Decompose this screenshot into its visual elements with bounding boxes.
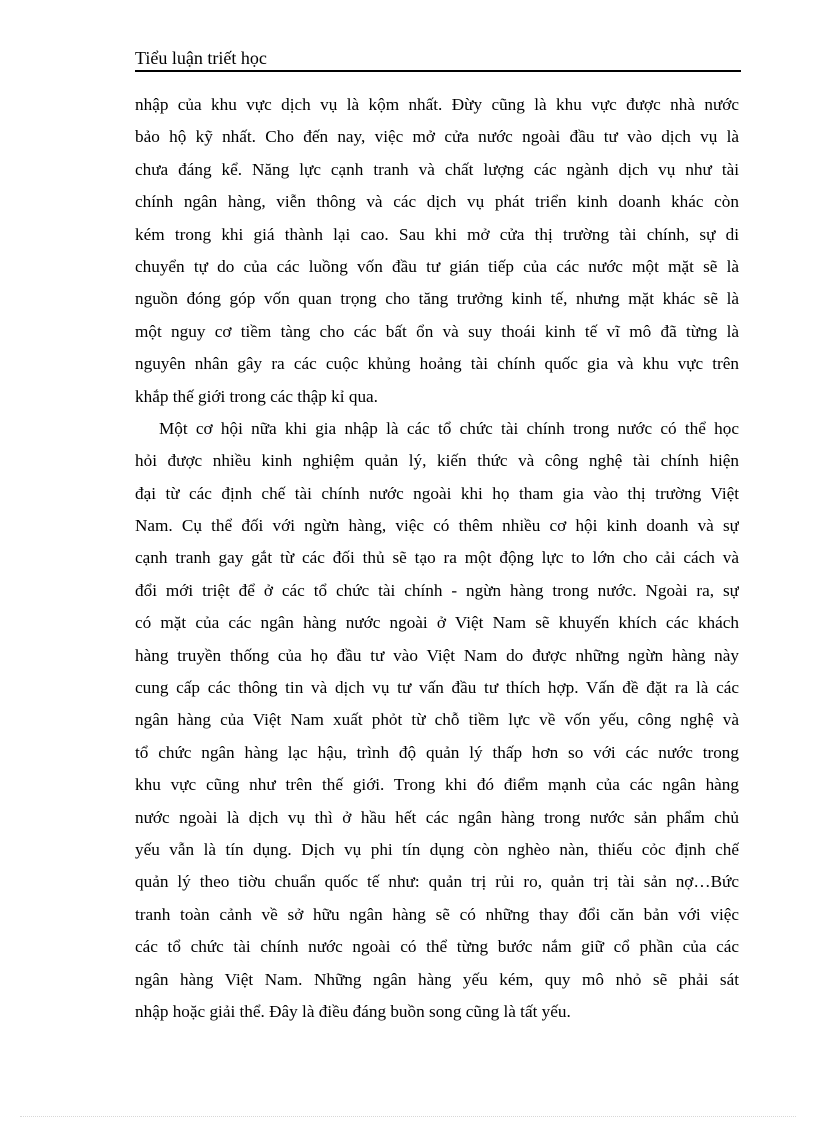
text-line: khắp thế giới trong các thập kỉ qua. bbox=[135, 386, 378, 406]
text-line: Nam. Cụ thể đối với ngừn hàng, việc có thêm nhiều cơ hội kinh doanh và sự bbox=[135, 516, 739, 536]
text-line: cạnh tranh gay gắt từ các đối thủ sẽ tạo ra một động lực to lớn cho cải cách và bbox=[135, 548, 739, 568]
text-line: một nguy cơ tiềm tàng cho các bất ổn và suy thoái kinh tế vĩ mô đã từng là bbox=[135, 321, 739, 341]
header-title: Tiểu luận triết học bbox=[135, 48, 267, 68]
text-line: yếu vẫn là tín dụng. Dịch vụ phi tín dụng còn nghèo nàn, thiếu cỏc định chế bbox=[135, 839, 739, 859]
text-line: tổ chức ngân hàng lạc hậu, trình độ quản lý thấp hơn so với các nước trong bbox=[135, 742, 739, 762]
body-text bbox=[135, 89, 739, 1028]
text-line: chưa đáng kể. Năng lực cạnh tranh và chất lượng các ngành dịch vụ như tài bbox=[135, 159, 739, 179]
text-line: nhập của khu vực dịch vụ là kộm nhất. Đừy cũng là khu vực được nhà nước bbox=[135, 95, 739, 114]
paragraph-1 bbox=[135, 89, 739, 413]
text-line: quản lý theo tiờu chuẩn quốc tế như: quản trị rủi ro, quản trị tài sản nợ…Bức bbox=[135, 872, 739, 892]
page-header bbox=[135, 46, 741, 72]
text-line: kém trong khi giá thành lại cao. Sau khi mở cửa thị trường tài chính, sự di bbox=[135, 224, 739, 244]
text-line: đại từ các định chế tài chính nước ngoài khi họ tham gia vào thị trường Việt bbox=[135, 483, 739, 503]
text-line: bảo hộ kỹ nhất. Cho đến nay, việc mở cửa nước ngoài đầu tư vào dịch vụ là bbox=[135, 127, 739, 147]
text-line: nguồn đóng góp vốn quan trọng cho tăng trưởng kinh tế, nhưng mặt khác sẽ là bbox=[135, 289, 739, 309]
text-line: đổi mới triệt để ở các tổ chức tài chính - ngừn hàng trong nước. Ngoài ra, sự bbox=[135, 580, 739, 600]
text-line: cung cấp các thông tin và dịch vụ tư vấn đầu tư thích hợp. Vấn đề đặt ra là các bbox=[135, 678, 739, 698]
text-line: các tổ chức tài chính nước ngoài có thể từng bước nắm giữ cổ phần của các bbox=[135, 937, 739, 957]
text-line: nguyên nhân gây ra các cuộc khủng hoảng tài chính quốc gia và khu vực trên bbox=[135, 354, 739, 374]
text-line: khu vực cũng như trên thế giới. Trong khi đó điểm mạnh của các ngân hàng bbox=[135, 775, 739, 795]
text-line: ngân hàng của Việt Nam xuất phỏt từ chỗ tiềm lực về vốn yếu, công nghệ và bbox=[135, 710, 739, 730]
text-line: tranh toàn cảnh về sở hữu ngân hàng sẽ có những thay đổi căn bản với việc bbox=[135, 904, 739, 924]
text-line: ngân hàng Việt Nam. Những ngân hàng yếu kém, quy mô nhỏ sẽ phải sát bbox=[135, 969, 739, 989]
text-line: chính ngân hàng, viễn thông và các dịch vụ phát triển kinh doanh khác còn bbox=[135, 192, 739, 212]
text-line: hỏi được nhiều kinh nghiệm quản lý, kiến thức và công nghệ tài chính hiện bbox=[135, 451, 739, 471]
text-line: nhập hoặc giải thể. Đây là điều đáng buồn song cũng là tất yếu. bbox=[135, 1001, 571, 1021]
text-line: chuyển tự do của các luồng vốn đầu tư gián tiếp của các nước một mặt sẽ là bbox=[135, 256, 739, 276]
text-line: Một cơ hội nữa khi gia nhập là các tổ chức tài chính trong nước có thể học bbox=[159, 418, 739, 438]
text-line: nước ngoài là dịch vụ thì ở hầu hết các ngân hàng trong nước sản phẩm chủ bbox=[135, 807, 739, 827]
text-line: có mặt của các ngân hàng nước ngoài ở Việt Nam sẽ khuyến khích các khách bbox=[135, 613, 739, 633]
page-bottom-divider bbox=[20, 1116, 796, 1117]
text-line: hàng truyền thống của họ đầu tư vào Việt Nam do được những ngừn hàng này bbox=[135, 645, 739, 665]
paragraph-2 bbox=[135, 413, 739, 1028]
